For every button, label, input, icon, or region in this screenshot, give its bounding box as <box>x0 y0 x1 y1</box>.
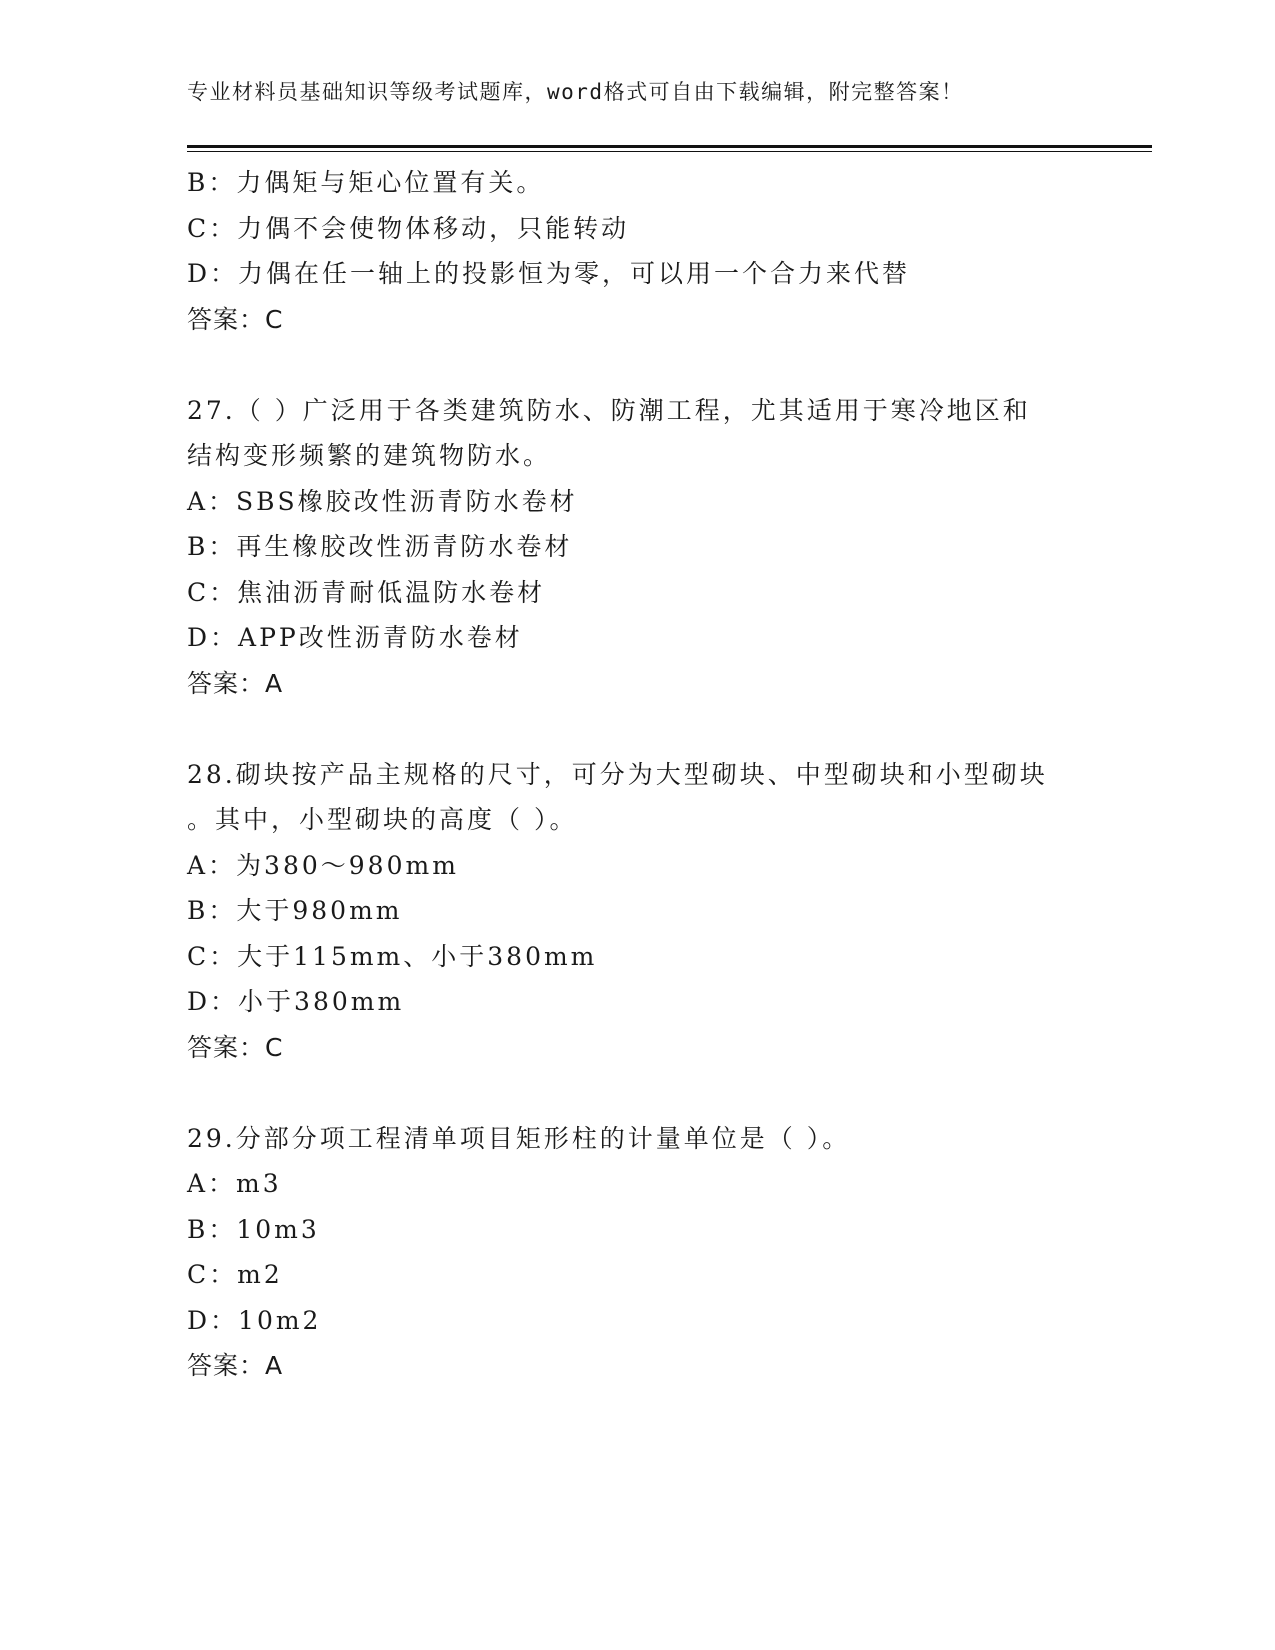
question-block <box>187 1116 1087 1389</box>
option-d: D：力偶在任一轴上的投影恒为零，可以用一个合力来代替 <box>187 259 911 288</box>
answer-line: 答案：C <box>187 1032 284 1062</box>
option-b: B：力偶矩与矩心位置有关。 <box>187 168 545 197</box>
question-block <box>187 160 1087 342</box>
answer-line: 答案：A <box>187 668 284 698</box>
option-c: C：大于115mm、小于380mm <box>187 941 598 971</box>
question-list <box>187 160 1087 1389</box>
option-b: B：10m3 <box>187 1214 320 1244</box>
header-divider-thick <box>187 145 1152 148</box>
spacer <box>187 1070 1087 1116</box>
spacer <box>187 342 1087 388</box>
question-stem: 29.分部分项工程清单项目矩形柱的计量单位是（ ）。 <box>187 1123 851 1153</box>
option-a: A：SBS橡胶改性沥青防水卷材 <box>187 486 578 516</box>
option-d: D：小于380mm <box>187 987 405 1016</box>
question-stem-continued: 。其中，小型砌块的高度（ ）。 <box>187 805 578 834</box>
option-a: A：为380～980mm <box>187 850 459 880</box>
option-b: B：再生橡胶改性沥青防水卷材 <box>187 532 573 561</box>
spacer <box>187 706 1087 752</box>
question-stem: 28.砌块按产品主规格的尺寸，可分为大型砌块、中型砌块和小型砌块 <box>187 759 1048 789</box>
option-c: C：焦油沥青耐低温防水卷材 <box>187 577 546 607</box>
option-d: D：10m2 <box>187 1305 322 1335</box>
page-header: 专业材料员基础知识等级考试题库，word格式可自由下载编辑，附完整答案！ <box>187 80 964 104</box>
answer-line: 答案：A <box>187 1351 284 1380</box>
option-b: B：大于980mm <box>187 896 403 925</box>
question-block <box>187 388 1087 707</box>
option-d: D：APP改性沥青防水卷材 <box>187 623 523 652</box>
question-stem: 27.（ ）广泛用于各类建筑防水、防潮工程，尤其适用于寒冷地区和 <box>187 395 1031 425</box>
option-c: C：力偶不会使物体移动，只能转动 <box>187 213 630 243</box>
answer-line: 答案：C <box>187 304 284 334</box>
option-a: A：m3 <box>187 1169 282 1198</box>
question-stem-continued: 结构变形频繁的建筑物防水。 <box>187 441 552 470</box>
option-c: C：m2 <box>187 1260 283 1289</box>
question-block <box>187 752 1087 1071</box>
header-divider-thin <box>187 151 1152 152</box>
